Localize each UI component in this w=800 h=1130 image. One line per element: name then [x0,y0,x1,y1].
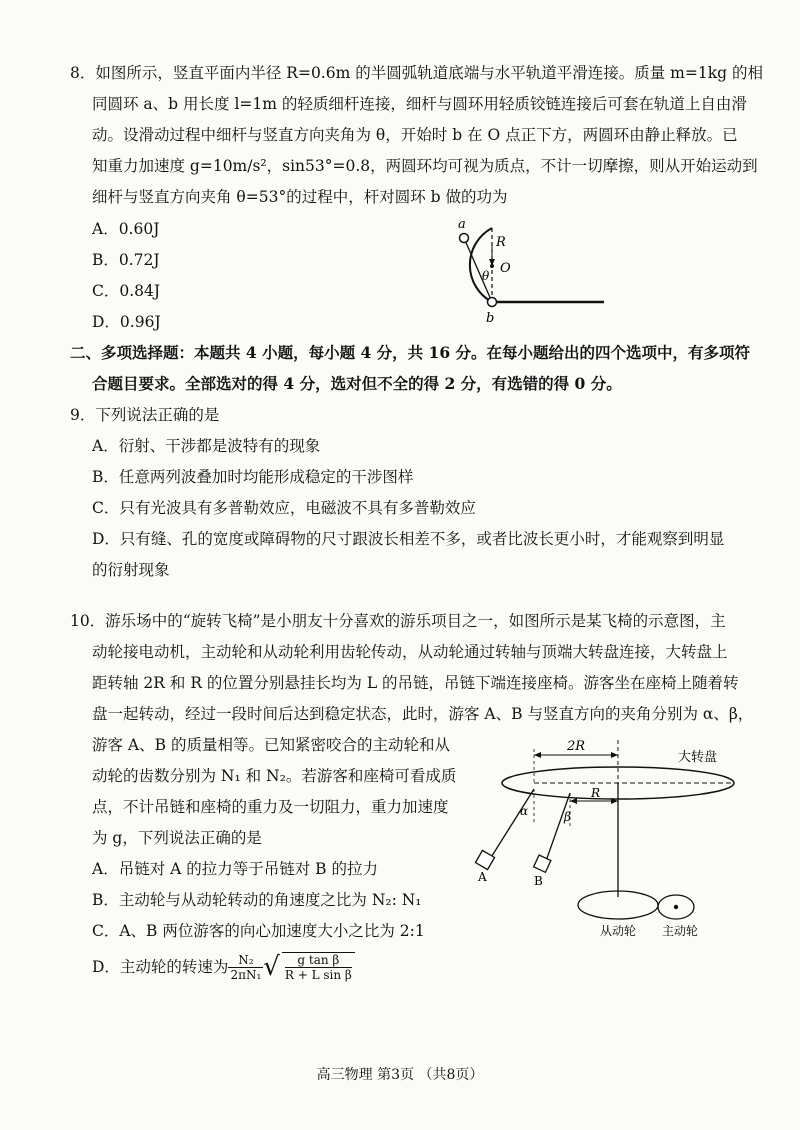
semicircle-track [470,228,492,302]
q8-option-a: A．0.60J [92,220,160,238]
q8-option-c: C．0.84J [92,282,161,300]
q10-line-6: 动轮的齿数分别为 N₁ 和 N₂。若游客和座椅可看成质 [92,767,457,785]
label-driver-wheel: 主动轮 [662,924,699,938]
label-r: R [496,235,506,250]
q9-option-c: C．只有光波具有多普勒效应，电磁波不具有多普勒效应 [92,499,476,517]
ring-b [488,298,497,307]
q10-line-5: 游客 A、B 的质量相等。已知紧密咬合的主动轮和从 [92,736,450,754]
page-footer: 高三物理 第3页 （共8页） [316,1067,484,1083]
q10-option-d-sqrt-den: R + L sin β [284,968,352,982]
q10-option-d-frac-num: N₂ [228,953,263,968]
q9-stem: 9．下列说法正确的是 [70,406,220,424]
label-r-small: R [591,786,601,800]
q10-option-c: C．A、B 两位游客的向心加速度大小之比为 2:1 [92,922,425,940]
section2-heading-line-2: 合题目要求。全部选对的得 4 分，选对但不全的得 2 分，有选错的得 0 分。 [92,374,622,393]
q8-figure [430,214,620,326]
label-driven-wheel: 从动轮 [600,924,637,938]
label-a: a [458,217,466,232]
label-seat-a: A [478,870,487,884]
q10-option-d-sqrt [282,952,355,982]
q9-option-d-cont: 的衍射现象 [92,561,170,579]
q10-option-d-fraction [228,953,263,982]
q10-line-8: 为 g，下列说法正确的是 [92,829,262,847]
chain-a [490,789,534,859]
sqrt-icon: √ [263,952,280,982]
q8-option-b: B．0.72J [92,251,160,269]
q8-option-d: D．0.96J [92,313,161,331]
q8-line-1: 8．如图所示，竖直平面内半径 R=0.6m 的半圆弧轨道底端与水平轨道平滑连接。质量 m=1kg 的相 [70,64,763,82]
q10-figure [470,735,770,945]
label-b: b [486,311,495,326]
q8-line-4: 知重力加速度 g=10m/s²，sin53°=0.8，两圆环均可视为质点，不计一切摩擦，则从开始运动到 [92,157,758,175]
q10-line-2: 动轮接电动机，主动轮和从动轮利用齿轮传动，从动轮通过转轴与顶端大转盘连接，大转盘上 [92,643,728,661]
q8-line-3: 动。设滑动过程中细杆与竖直方向夹角为 θ，开始时 b 在 O 点正下方，两圆环由静止释放。已 [92,126,738,144]
label-o: O [500,261,511,276]
q10-line-3: 距转轴 2R 和 R 的位置分别悬挂长均为 L 的吊链，吊链下端连接座椅。游客坐在座椅上随着转 [92,674,739,692]
q10-option-d-sqrt-num: g tan β [285,953,352,968]
seat-b [534,855,551,872]
label-big-disk: 大转盘 [678,750,718,765]
q10-option-a: A．吊链对 A 的拉力等于吊链对 B 的拉力 [92,860,378,878]
label-alpha: α [520,804,529,818]
label-beta: β [564,810,571,824]
q10-line-1: 10．游乐场中的“旋转飞椅”是小朋友十分喜欢的游乐项目之一，如图所示是某飞椅的示意图，主 [70,612,726,630]
label-2r: 2R [567,739,586,754]
label-theta: θ [482,269,490,283]
q9-option-b: B．任意两列波叠加时均能形成稳定的干涉图样 [92,468,414,486]
q8-line-2: 同圆环 a、b 用长度 l=1m 的轻质细杆连接，细杆与圆环用轻质铰链连接后可套在轨道上自由滑 [92,95,747,113]
q10-option-b: B．主动轮与从动轮转动的角速度之比为 N₂: N₁ [92,891,422,909]
q8-line-5: 细杆与竖直方向夹角 θ=53°的过程中，杆对圆环 b 做的功为 [92,188,508,206]
q9-option-d: D．只有缝、孔的宽度或障碍物的尺寸跟波长相差不多，或者比波长更小时，才能观察到明显 [92,530,725,548]
q10-line-4: 盘一起转动，经过一段时间后达到稳定状态，此时，游客 A、B 与竖直方向的夹角分别为 α、β， [92,705,754,723]
q10-option-d-prefix: D．主动轮的转速为 [92,958,229,976]
label-seat-b: B [534,874,543,888]
ring-a [460,234,469,243]
section2-heading-line-1: 二、多项选择题：本题共 4 小题，每小题 4 分，共 16 分。在每小题给出的四个选项中，有多项符 [70,343,751,362]
seat-a [475,850,494,869]
q9-option-a: A．衍射、干涉都是波特有的现象 [92,437,321,455]
chain-b [546,793,570,861]
q10-option-d-frac-den: 2πN₁ [230,967,262,982]
q10-option-d [92,952,355,982]
q10-line-7: 点，不计吊链和座椅的重力及一切阻力，重力加速度 [92,798,449,816]
